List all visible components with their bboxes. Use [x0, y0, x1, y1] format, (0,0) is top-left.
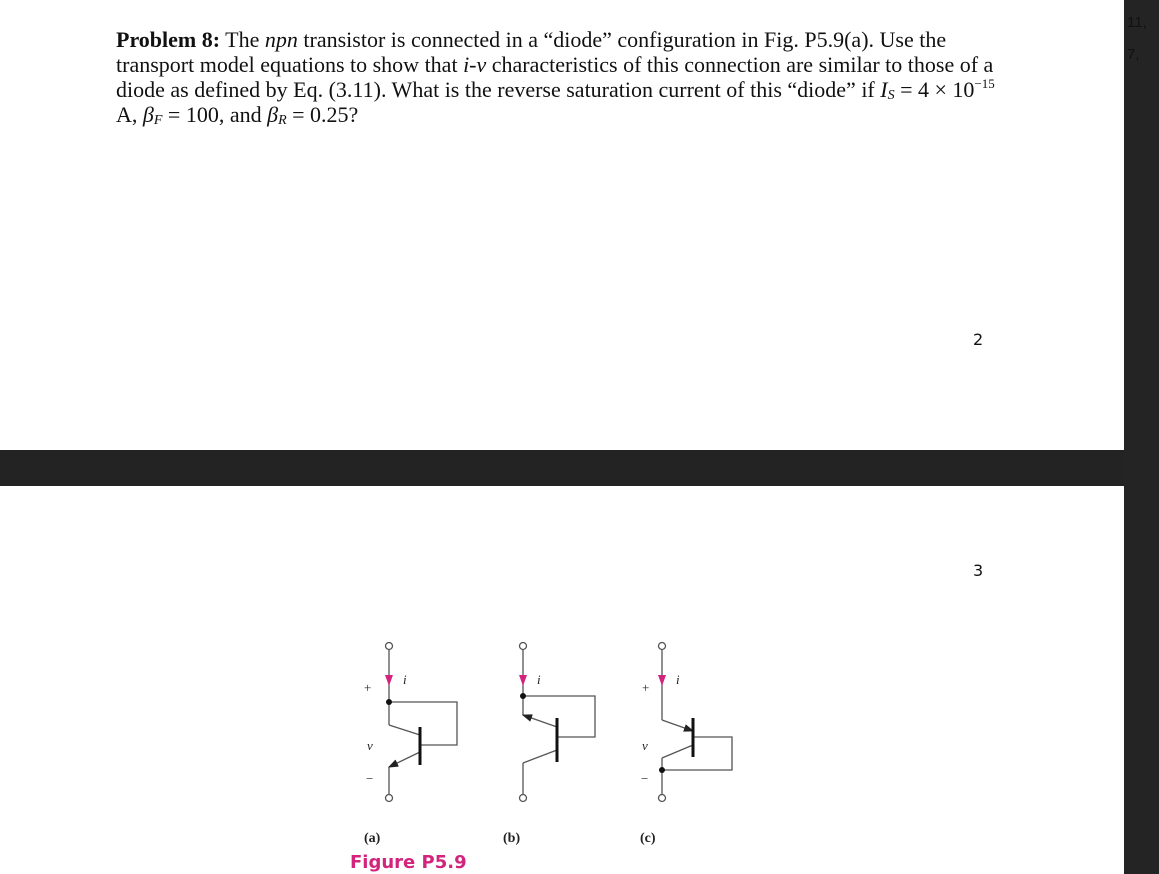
text: β — [142, 102, 154, 127]
text: β — [267, 102, 279, 127]
text: i-v — [463, 52, 487, 77]
text: −15 — [974, 76, 995, 91]
figure-p5-9-circuits — [350, 630, 750, 852]
minus-sign: − — [641, 771, 649, 786]
page-number: 2 — [973, 330, 984, 349]
sidebar-fragment: 7, — [1127, 46, 1140, 63]
text: = 100, and — [162, 102, 268, 127]
problem-heading: Problem 8: — [116, 27, 221, 52]
current-label: i — [537, 672, 541, 687]
document-page-2 — [0, 0, 1124, 450]
plus-sign: + — [642, 680, 650, 695]
circuit-b — [519, 643, 595, 802]
text: F — [153, 113, 163, 128]
text: transistor is connected in a “diode” configuration in Fig. P5.9(a). Use the transport model equations to show that — [116, 27, 947, 77]
text: A, — [116, 102, 143, 127]
problem-text — [116, 27, 996, 127]
text: characteristics of this connection are similar to those of a diode as defined by Eq. (3.11). What is the reverse saturation current of this “diode” if — [116, 52, 994, 102]
text: = 4 × 10 — [894, 77, 975, 102]
figure-title: Figure P5.9 — [350, 852, 467, 873]
sidebar-fragment: 11, — [1127, 14, 1147, 31]
voltage-label: v — [642, 738, 648, 753]
text: I — [880, 77, 888, 102]
label-b: (b) — [503, 831, 521, 846]
current-label: i — [403, 672, 407, 687]
dark-sidebar — [1124, 0, 1159, 874]
plus-sign: + — [364, 680, 372, 695]
label-c: (c) — [640, 831, 656, 846]
text: = 0.25? — [286, 102, 359, 127]
minus-sign: − — [366, 771, 374, 786]
text: npn — [264, 27, 298, 52]
text: R — [278, 113, 287, 128]
label-a: (a) — [364, 831, 381, 846]
page-number: 3 — [973, 561, 984, 580]
text: The — [220, 27, 265, 52]
voltage-label: v — [367, 738, 373, 753]
circuit-a — [385, 643, 457, 802]
circuit-c — [658, 643, 732, 802]
text: S — [887, 88, 895, 103]
current-label: i — [676, 672, 680, 687]
